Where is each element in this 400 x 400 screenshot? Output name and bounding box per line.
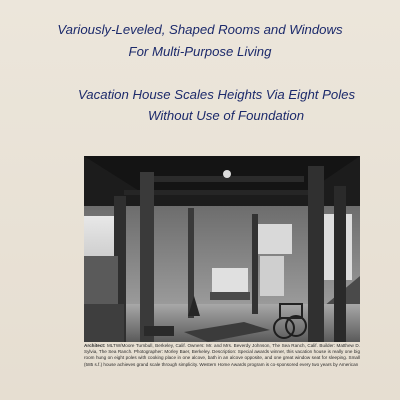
headline-2-line-1: Vacation House Scales Heights Via Eight Poles <box>78 87 356 102</box>
interior-photograph <box>84 156 360 342</box>
caption-lead: Architect: <box>84 343 106 348</box>
interior-photo-illustration <box>84 156 360 342</box>
headline-2-line-2: Without Use of Foundation <box>148 108 305 123</box>
photo-caption <box>84 343 360 400</box>
headline-1-line-1: Variously-Leveled, Shaped Rooms and Windows <box>57 22 343 37</box>
caption-text: MLTW/Moore Turnbull, Berkeley, Calif. Owners: Mr. and Mrs. Beverdy Johnson, The Sea Ranch, Calif. Builder: Matthew D. Sylvia, The Sea Ranch. Photographer: Morley Baer, Berkeley. Description: Special awards winner, this vacation house is really one big room hung on eight poles with cooking place in one alcove, bath in an alcove opposite, and one great window seat for sleeping. Small (585 s.f.) house achieves grand scale through simplicity. Western Home Awards program is co-sponsored every two years by American <box>84 343 360 367</box>
headline-1-line-2: For Multi-Purpose Living <box>128 44 272 59</box>
